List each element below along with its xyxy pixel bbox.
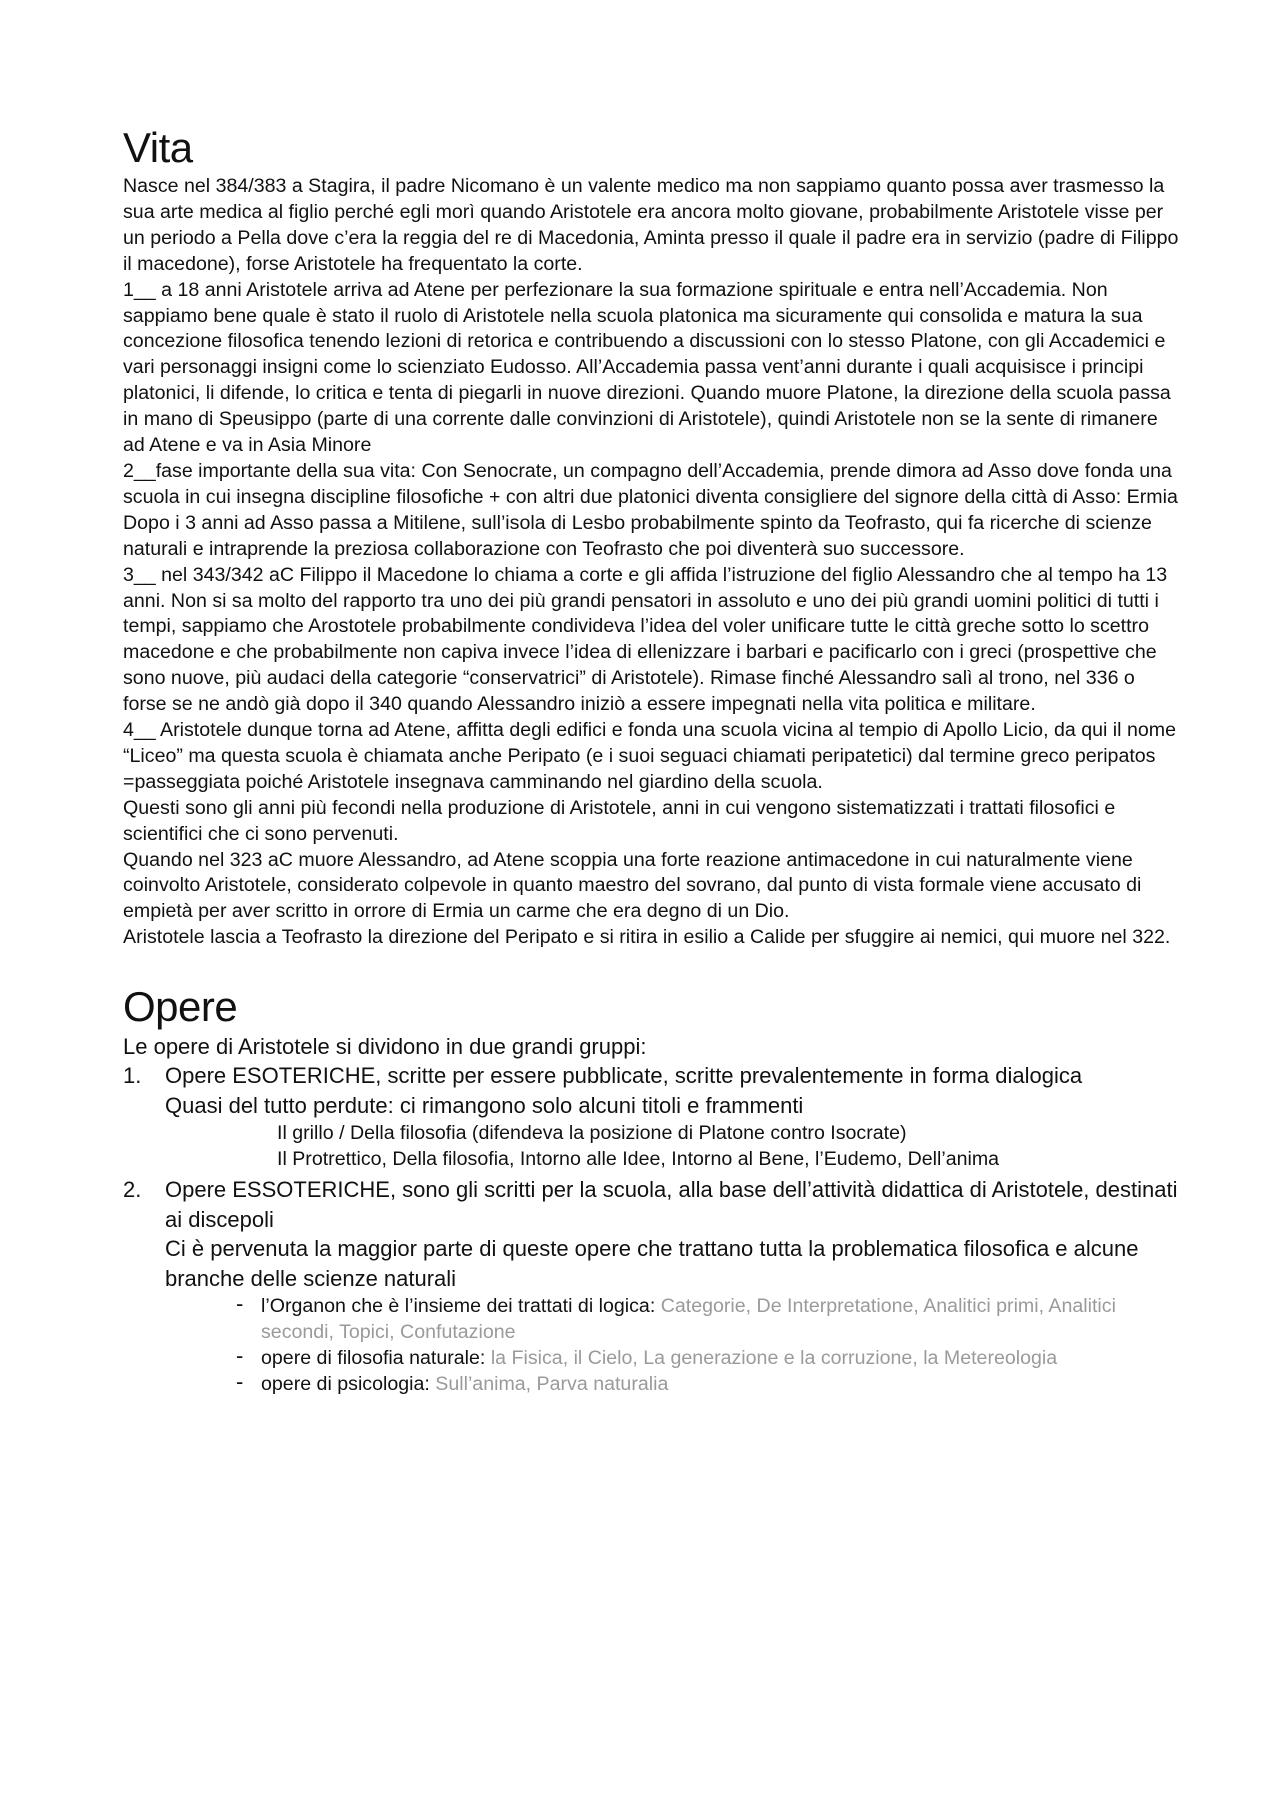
category-works: Categorie, De Interpretatione, Analitici primi, Analitici secondi, Topici, Confutazione [261,1295,1116,1344]
list-item [236,1345,1183,1371]
dash-bullet: - [236,1343,244,1369]
group-heading: Opere ESOTERICHE, scritte per essere pubblicate, scritte prevalentemente in forma dialogica [165,1063,1083,1089]
vita-paragraph: Nasce nel 384/383 a Stagira, il padre Nicomano è un valente medico ma non sappiamo quanto possa aver trasmesso la sua arte medica al figlio perché egli morì quando Aristotele era ancora molto giovane, probabilmente Aristotele visse per un periodo a Pella dove c’era la reggia del re di Macedonia, Aminta presso il quale il padre era in servizio (padre di Filippo il macedone), forse Aristotele ha frequentato la corte. [123,175,1179,275]
group-detail: Quasi del tutto perdute: ci rimangono solo alcuni titoli e frammenti [165,1092,804,1118]
vita-paragraph: 2__fase importante della sua vita: Con Senocrate, un compagno dell’Accademia, prende dimora ad Asso dove fonda una scuola in cui insegna discipline filosofiche + con altri due platonici diventa consigliere del signore della città di Asso: Ermia [123,459,1178,508]
works-line: Il grillo / Della filosofia (difendeva la posizione di Platone contro Isocrate) [277,1122,907,1145]
group-heading: Opere ESSOTERICHE, sono gli scritti per la scuola, alla base dell’attività didattica di Aristotele, destinati ai discepoli [165,1177,1178,1232]
group-item-esoteriche [123,1061,1183,1120]
opere-intro: Le opere di Aristotele si dividono in due grandi gruppi: [123,1034,647,1060]
vita-paragraph: Dopo i 3 anni ad Asso passa a Mitilene, sull’isola di Lesbo probabilmente spinto da Teofrasto, qui fa ricerche di scienze naturali e intraprende la preziosa collaborazione con Teofrasto che poi diventerà suo successore. [123,511,1152,560]
lost-works-titles [277,1120,1183,1172]
section-title-opere: Opere [123,983,238,1031]
category-label: opere di filosofia naturale: [261,1347,491,1370]
section-title-vita: Vita [123,124,193,171]
list-item [236,1293,1183,1345]
group-detail: Ci è pervenuta la maggior parte di queste opere che trattano tutta la problematica filosofica e alcune branche delle scienze naturali [165,1236,1139,1291]
vita-paragraph: Aristotele lascia a Teofrasto la direzione del Peripato e si ritira in esilio a Calide per sfuggire ai nemici, qui muore nel 322. [123,926,1171,949]
group-item-essoteriche [123,1175,1183,1293]
vita-paragraph: 3__ nel 343/342 aC Filippo il Macedone lo chiama a corte e gli affida l’istruzione del figlio Alessandro che al tempo ha 13 anni. Non si sa molto del rapporto tra uno dei più grandi pensatori in assoluto e uno dei più grandi uomini politici di tutti i tempi, sappiamo che Arostotele probabilmente condivideva l’idea del voler unificare tutte le città greche sotto lo scettro macedone e che probabilmente non capiva invece l’idea di ellenizzare i barbari e pacificarlo con i greci (prospettive che sono nuove, più audaci della categorie “conservatrici” di Aristotele). Rimase finché Alessandro salì al trono, nel 336 o forse se ne andò già dopo il 340 quando Alessandro iniziò a essere impegnati nella vita politica e militare. [123,563,1168,716]
vita-body [123,174,1183,951]
category-label: opere di psicologia: [261,1373,436,1396]
category-works: la Fisica, il Cielo, La generazione e la corruzione, la Metereologia [490,1347,1058,1370]
vita-paragraph: Questi sono gli anni più fecondi nella produzione di Aristotele, anni in cui vengono sistematizzati i trattati filosofici e scientifici che ci sono pervenuti. [123,796,1116,845]
works-line: Il Protrettico, Della filosofia, Intorno alle Idee, Intorno al Bene, l’Eudemo, Dell’anima [277,1148,1000,1171]
dash-bullet: - [236,1291,244,1317]
list-item [236,1371,1183,1397]
list-number: 1. [123,1063,142,1089]
document-page [123,122,1183,1397]
vita-paragraph: Quando nel 323 aC muore Alessandro, ad Atene scoppia una forte reazione antimacedone in cui naturalmente viene coinvolto Aristotele, considerato colpevole in quanto maestro del sovrano, dal punto di vista formale viene accusato di empietà per aver scritto in orrore di Ermia un carme che era degno di un Dio. [123,848,1142,923]
list-number: 2. [123,1177,142,1203]
opere-groups-list-continued [123,1175,1183,1293]
category-label: l’Organon che è l’insieme dei trattati di logica: [261,1295,661,1318]
opere-groups-list [123,1061,1183,1120]
category-works: Sull’anima, Parva naturalia [435,1373,669,1396]
vita-paragraph: 1__ a 18 anni Aristotele arriva ad Atene per perfezionare la sua formazione spirituale e entra nell’Accademia. Non sappiamo bene quale è stato il ruolo di Aristotele nella scuola platonica ma sicuramente qui consolida e matura la sua concezione filosofica tenendo lezioni di retorica e contribuendo a discussioni con lo stesso Platone, con gli Accademici e vari personaggi insigni come lo scienziato Eudosso. All’Accademia passa vent’anni durante i quali acquisisce i principi platonici, li difende, lo critica e tenta di piegarli in nuove direzioni. Quando muore Platone, la direzione della scuola passa in mano di Speusippo (parte di una corrente dalle convinzioni di Aristotele), quindi Aristotele non se la sente di rimanere ad Atene e va in Asia Minore [123,278,1171,457]
vita-paragraph: 4__ Aristotele dunque torna ad Atene, affitta degli edifici e fonda una scuola vicina al tempio di Apollo Licio, da qui il nome “Liceo” ma questa scuola è chiamata anche Peripato (e i suoi seguaci chiamati peripatetici) dal termine greco peripatos =passeggiata poiché Aristotele insegnava camminando nel giardino della scuola. [123,719,1176,793]
dash-bullet: - [236,1369,244,1395]
works-category-list [236,1293,1183,1397]
